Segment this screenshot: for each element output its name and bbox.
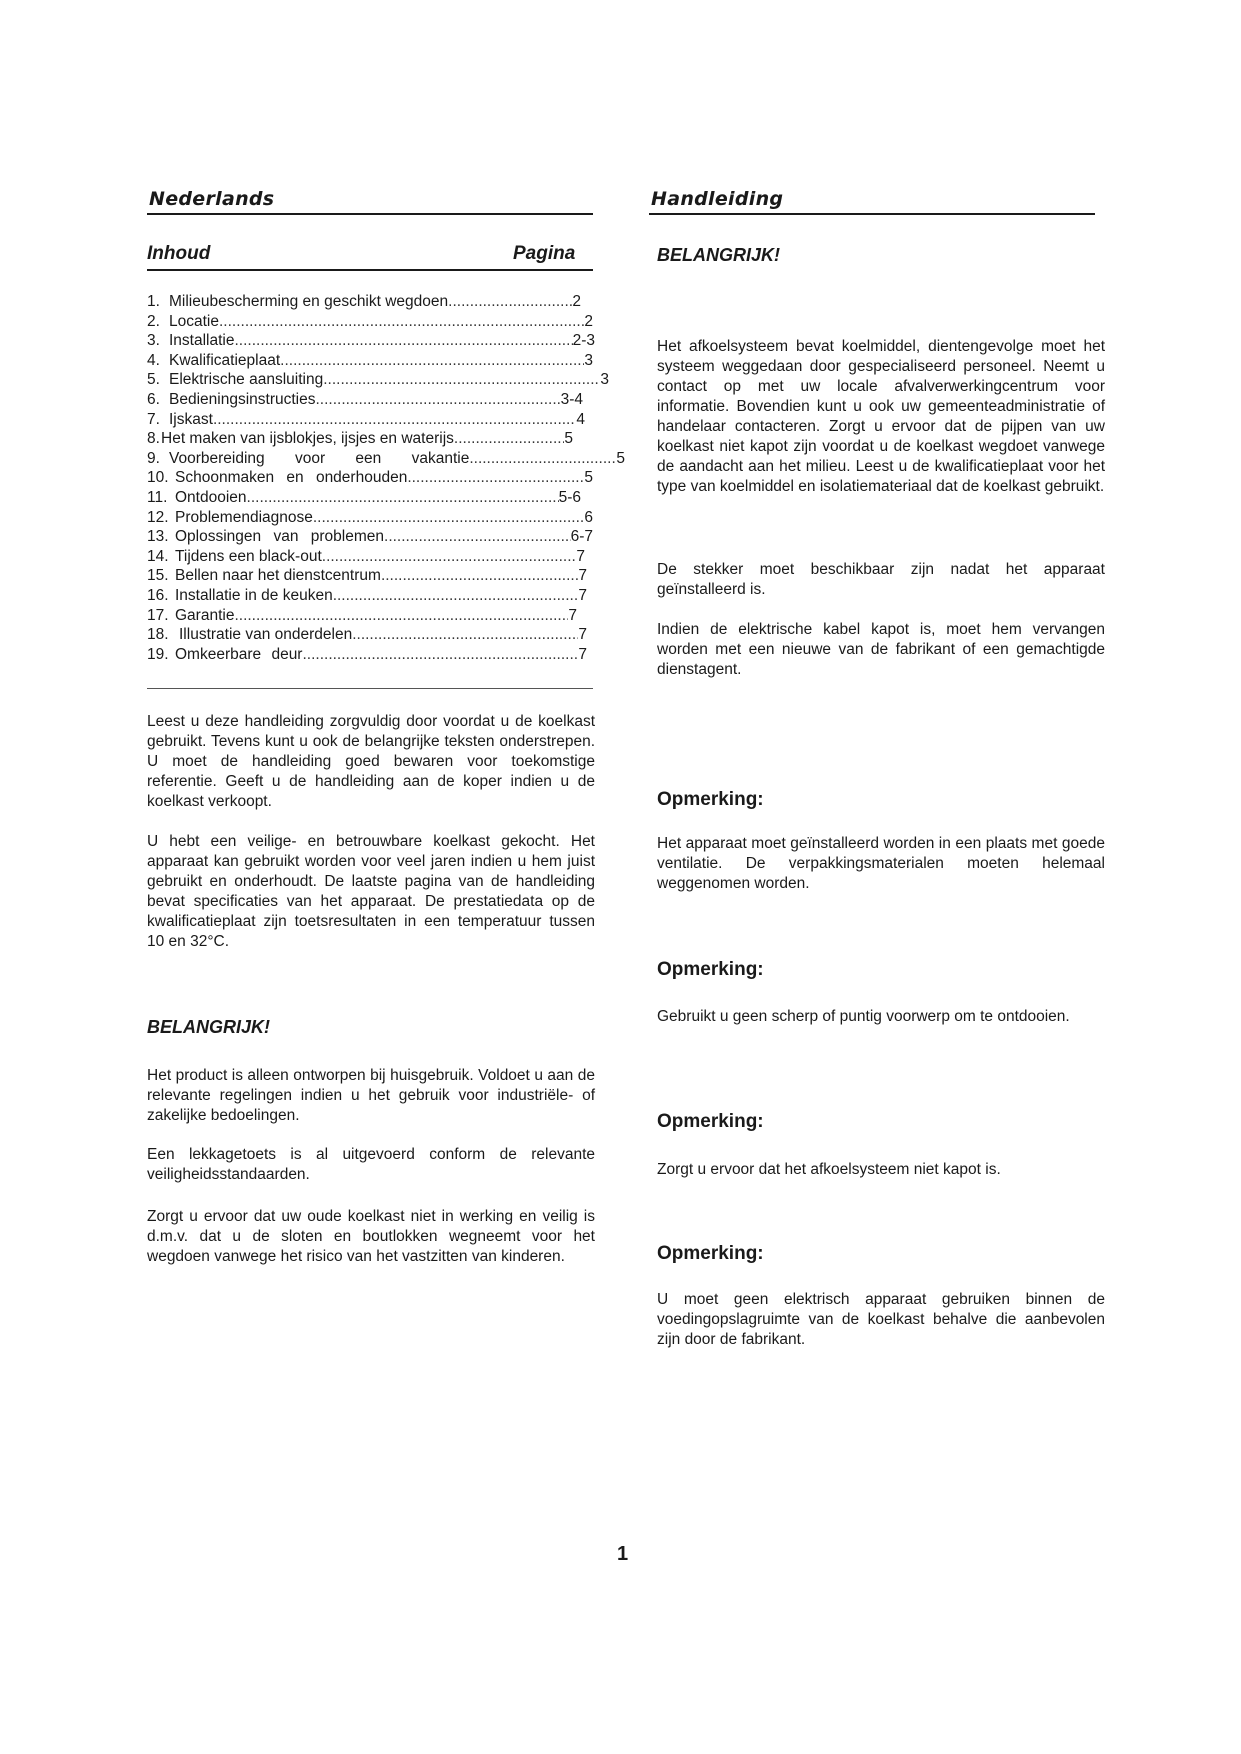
- toc-item: [147, 351, 593, 371]
- toc-item-page: 3-4: [560, 390, 583, 408]
- right-important-paragraph-2: De stekker moet beschikbaar zijn nadat het apparaat geïnstalleerd is.: [657, 561, 1105, 598]
- toc-item-number: 9.: [147, 449, 160, 467]
- toc-leader: [352, 625, 578, 645]
- toc-leader: [448, 292, 572, 312]
- toc-item: [147, 449, 625, 469]
- toc-item-label: Bedieningsinstructies: [169, 390, 316, 408]
- toc-leader: [384, 527, 571, 547]
- right-important-paragraph-3: Indien de elektrische kabel kapot is, moet hem vervangen worden met een nieuwe van de fabrikant of een gemachtigde dienstagent.: [657, 621, 1105, 678]
- toc-item-page: 2: [572, 293, 581, 310]
- table-of-contents: [147, 292, 625, 664]
- header-left-rule: [147, 213, 593, 215]
- note-text: Het apparaat moet geïnstalleerd worden in een plaats met goede ventilatie. De verpakkingsmaterialen moeten helemaal weggenomen worden.: [657, 835, 1105, 892]
- toc-item: [147, 370, 609, 390]
- toc-leader: [407, 468, 584, 488]
- toc-item-page: 5: [616, 449, 625, 467]
- toc-leader: [322, 547, 577, 567]
- toc-item-number: 7.: [147, 410, 160, 428]
- toc-item-label: Omkeerbare deur: [175, 645, 303, 663]
- right-important-heading: BELANGRIJK!: [657, 245, 781, 265]
- toc-item-label: Oplossingen van problemen: [175, 528, 385, 546]
- toc-item-page: 7: [576, 547, 585, 565]
- toc-heading-rule: [147, 269, 593, 271]
- toc-leader: [234, 331, 572, 351]
- toc-item-label: Installatie: [169, 332, 235, 350]
- toc-item: [147, 331, 595, 351]
- toc-item-number: 14.: [147, 547, 169, 565]
- intro-paragraph-1: Leest u deze handleiding zorgvuldig door voordat u de koelkast gebruikt. Tevens kunt u ook de belangrijke teksten onderstrepen. U moet de handleiding goed bewaren voor toekomstige referentie. Geeft u de handleiding aan de koper indien u de koelkast verkoopt.: [147, 713, 595, 810]
- toc-item-number: 19.: [147, 645, 169, 663]
- toc-item: [147, 312, 593, 332]
- toc-leader: [302, 645, 578, 665]
- toc-item: [147, 508, 593, 528]
- toc-leader: [469, 449, 616, 469]
- toc-item-number: 8.: [147, 430, 160, 448]
- note-heading: Opmerking:: [657, 959, 764, 980]
- toc-item-page: 6: [584, 508, 593, 526]
- toc-item-number: 10.: [147, 469, 169, 487]
- page-number: 1: [617, 1543, 629, 1565]
- toc-item-page: 7: [578, 567, 587, 585]
- toc-item-number: 2.: [147, 312, 160, 330]
- toc-item: [147, 429, 573, 449]
- toc-item-label: Milieubescherming en geschikt wegdoen: [169, 293, 449, 310]
- toc-item-page: 7: [578, 626, 587, 644]
- toc-item: [147, 410, 585, 430]
- toc-item-label: Ontdooien: [175, 488, 247, 506]
- header-right-title: Handleiding: [651, 188, 784, 210]
- toc-item-page: 7: [568, 606, 577, 624]
- toc-leader: [315, 390, 560, 410]
- toc-item-number: 18.: [147, 626, 169, 644]
- note-heading: Opmerking:: [657, 1243, 764, 1264]
- toc-item-page: 2-3: [572, 332, 595, 350]
- toc-item-number: 12.: [147, 508, 169, 526]
- toc-item: [147, 566, 587, 586]
- toc-item-number: 5.: [147, 371, 160, 389]
- toc-item-number: 16.: [147, 586, 169, 604]
- toc-leader: [313, 508, 585, 528]
- toc-item: [147, 586, 587, 606]
- toc-item-number: 11.: [147, 488, 168, 506]
- toc-item-label: Garantie: [175, 606, 235, 624]
- toc-item-label: Het maken van ijsblokjes, ijsjes en waterijs: [161, 430, 454, 448]
- toc-item-number: 17.: [147, 606, 169, 624]
- toc-bottom-rule: [147, 688, 593, 689]
- toc-item: [147, 606, 577, 626]
- toc-item: [147, 625, 587, 645]
- toc-item-label: Illustratie van onderdelen: [179, 626, 353, 644]
- toc-item: [147, 527, 593, 547]
- toc-heading: Inhoud: [147, 243, 211, 264]
- toc-item: [147, 645, 587, 665]
- toc-page-heading: Pagina: [513, 243, 576, 264]
- toc-item-page: 3: [600, 371, 609, 389]
- note-text: Zorgt u ervoor dat het afkoelsysteem niet kapot is.: [657, 1161, 1001, 1178]
- left-important-paragraph-1: Het product is alleen ontworpen bij huisgebruik. Voldoet u aan de relevante regelingen indien u het gebruik voor industriële- of zakelijke bedoelingen.: [147, 1067, 595, 1124]
- toc-item-page: 5-6: [558, 488, 581, 506]
- toc-leader: [213, 410, 576, 430]
- toc-item-page: 3: [584, 351, 593, 369]
- toc-leader: [234, 606, 568, 626]
- toc-item-page: 5: [584, 469, 593, 487]
- toc-item: [147, 468, 593, 488]
- left-important-heading: BELANGRIJK!: [147, 1017, 271, 1037]
- toc-item-label: Kwalificatieplaat: [169, 351, 281, 369]
- header-left-title: Nederlands: [149, 188, 275, 210]
- toc-item: [147, 390, 583, 410]
- toc-item: [147, 292, 581, 312]
- toc-item-label: Schoonmaken en onderhouden: [175, 469, 408, 487]
- toc-item-page: 4: [576, 410, 585, 428]
- toc-item-label: Tijdens een black-out: [175, 547, 322, 565]
- toc-item-number: 4.: [147, 351, 160, 369]
- note-heading: Opmerking:: [657, 1111, 764, 1132]
- toc-item-label: Bellen naar het dienstcentrum: [175, 567, 381, 585]
- toc-item: [147, 488, 581, 508]
- toc-item-number: 13.: [147, 528, 169, 546]
- toc-item-label: Problemendiagnose: [175, 508, 313, 526]
- toc-leader: [454, 429, 564, 449]
- left-important-paragraph-2: Een lekkagetoets is al uitgevoerd conform de relevante veiligheidsstandaarden.: [147, 1146, 595, 1183]
- toc-item-label: Installatie in de keuken: [175, 586, 333, 604]
- note-text: Gebruikt u geen scherp of puntig voorwerp om te ontdooien.: [657, 1008, 1070, 1025]
- toc-item-page: 5: [564, 430, 573, 448]
- note-text: U moet geen elektrisch apparaat gebruiken binnen de voedingopslagruimte van de koelkast behalve die aanbevolen zijn door de fabrikant.: [657, 1291, 1105, 1348]
- toc-item-page: 2: [584, 312, 593, 330]
- note-heading: Opmerking:: [657, 789, 764, 810]
- toc-item-label: Ijskast: [169, 410, 213, 428]
- toc-item-page: 7: [578, 586, 587, 604]
- left-important-paragraph-3: Zorgt u ervoor dat uw oude koelkast niet in werking en veilig is d.m.v. dat u de sloten en boutlokken wegneemt voor het wegdoen vanwege het risico van het vastzitten van kinderen.: [147, 1208, 595, 1265]
- toc-item-label: Elektrische aansluiting: [169, 371, 324, 389]
- toc-leader: [280, 351, 584, 371]
- toc-item: [147, 547, 585, 567]
- header-right-rule: [649, 213, 1095, 215]
- toc-item-number: 6.: [147, 390, 160, 408]
- toc-item-number: 1.: [147, 293, 160, 310]
- right-important-paragraph-1: Het afkoelsysteem bevat koelmiddel, dientengevolge moet het systeem weggedaan door gespecialiseerd personeel. Neemt u contact op met uw locale afvalverwerkingcentrum voor informatie. Bovendien kunt u ook uw gemeenteadministratie of handelaar contacteren. Zorgt u ervoor dat de pijpen van uw koelkast niet kapot zijn voordat u de koelkast wegdoet vanwege de aandacht aan het milieu. Leest u de kwalificatieplaat voor het type van koelmiddel en isolatiemateriaal dat de koelkast gebruikt.: [657, 338, 1105, 495]
- toc-item-label: Voorbereiding voor een vakantie: [169, 449, 470, 467]
- toc-leader: [381, 566, 578, 586]
- toc-item-page: 7: [578, 645, 587, 663]
- toc-item-number: 15.: [147, 567, 169, 585]
- toc-leader: [247, 488, 559, 508]
- intro-paragraph-2: U hebt een veilige- en betrouwbare koelkast gekocht. Het apparaat kan gebruikt worden voor veel jaren indien u hem juist gebruikt en onderhoudt. De laatste pagina van de handleiding bevat specificaties van het apparaat. De prestatiedata op de kwalificatieplaat zijn toetsresultaten in een temperatuur tussen 10 en 32°C.: [147, 833, 595, 950]
- toc-leader: [323, 370, 600, 390]
- toc-item-page: 6-7: [570, 528, 593, 546]
- toc-item-label: Locatie: [169, 312, 219, 330]
- toc-leader: [219, 312, 584, 332]
- toc-item-number: 3.: [147, 332, 160, 350]
- toc-leader: [333, 586, 579, 606]
